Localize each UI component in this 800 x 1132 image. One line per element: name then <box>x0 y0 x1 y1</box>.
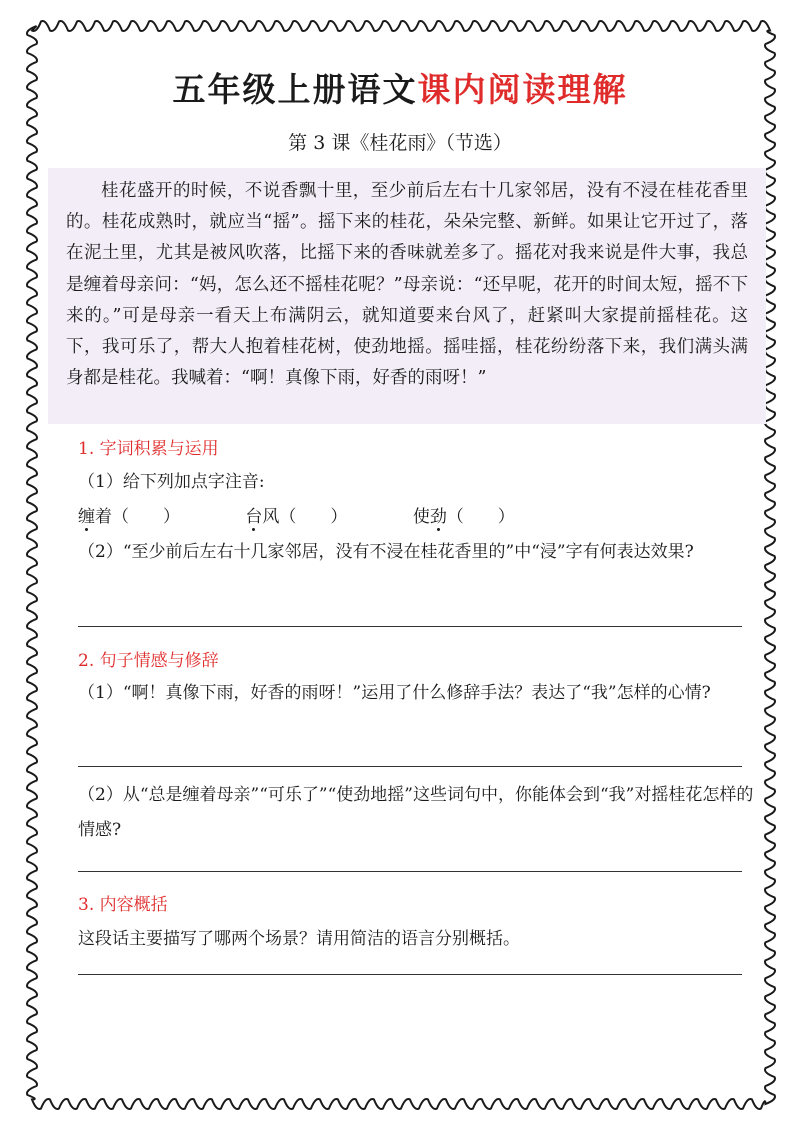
section-1-heading: 1. 字词积累与运用 <box>78 439 219 459</box>
question-2-1: （1）“啊！真像下雨，好香的雨呀！”运用了什么修辞手法？表达了“我”怎样的心情? <box>78 683 711 703</box>
question-3-1: 这段话主要描写了哪两个场景？请用简洁的语言分别概括。 <box>78 929 520 949</box>
dotted-char: 缠 <box>78 507 95 527</box>
answer-line-2[interactable] <box>78 766 742 767</box>
passage-text: 桂花盛开的时候，不说香飘十里，至少前后左右十几家邻居，没有不浸在桂花香里的。桂花成熟时，就应当“摇”。摇下来的桂花，朵朵完整、新鲜。如果让它开过了，落在泥土里，尤其是被风吹落，比摇下来的香味就差多了。摇花对我来说是件大事，我总是缠着母亲问：“妈，怎么还不摇桂花呢？”母亲说：“还早呢，花开的时间太短，摇不下来的。”可是母亲一看天上布满阴云，就知道要来台风了，赶紧叫大家提前摇桂花。这下，我可乐了，帮大人抱着桂花树，使劲地摇。摇哇摇，桂花纷纷落下来，我们满头满身都是桂花。我喊着：“啊！真像下雨，好香的雨呀！” <box>66 181 748 389</box>
answer-line-4[interactable] <box>78 974 742 975</box>
dotted-char: 劲 <box>429 507 447 527</box>
pinyin-item-text: （ ） <box>446 507 515 527</box>
dotted-char: 台 <box>245 507 263 527</box>
title-black-part: 五年级上册语文 <box>172 70 418 109</box>
pinyin-item-jin <box>413 500 515 535</box>
pinyin-row <box>78 500 754 535</box>
answer-line-3[interactable] <box>78 871 742 872</box>
lesson-subtitle: 第 3 课《桂花雨》（节选） <box>288 132 512 154</box>
question-1-2: （2）“至少前后左右十几家邻居，没有不浸在桂花香里的”中“浸”字有何表达效果? <box>78 542 694 562</box>
pinyin-item-prefix: 使 <box>412 507 430 527</box>
page-title <box>0 64 800 111</box>
section-3-heading: 3. 内容概括 <box>78 895 168 915</box>
pinyin-item-tai <box>245 500 347 535</box>
question-2-2: （2）从“总是缠着母亲”“可乐了”“使劲地摇”这些词句中，你能体会到“我”对摇桂花怎样的情感? <box>78 785 754 840</box>
section-2-heading: 2. 句子情感与修辞 <box>78 651 219 671</box>
pinyin-item-text: 风（ ） <box>262 507 348 527</box>
pinyin-item-text: 着（ ） <box>95 507 180 527</box>
reading-passage-box <box>48 168 766 424</box>
pinyin-item-chan <box>78 500 180 535</box>
title-red-part: 课内阅读理解 <box>417 70 628 109</box>
question-1-1: （1）给下列加点字注音: <box>78 472 265 492</box>
answer-line-1[interactable] <box>78 626 742 627</box>
